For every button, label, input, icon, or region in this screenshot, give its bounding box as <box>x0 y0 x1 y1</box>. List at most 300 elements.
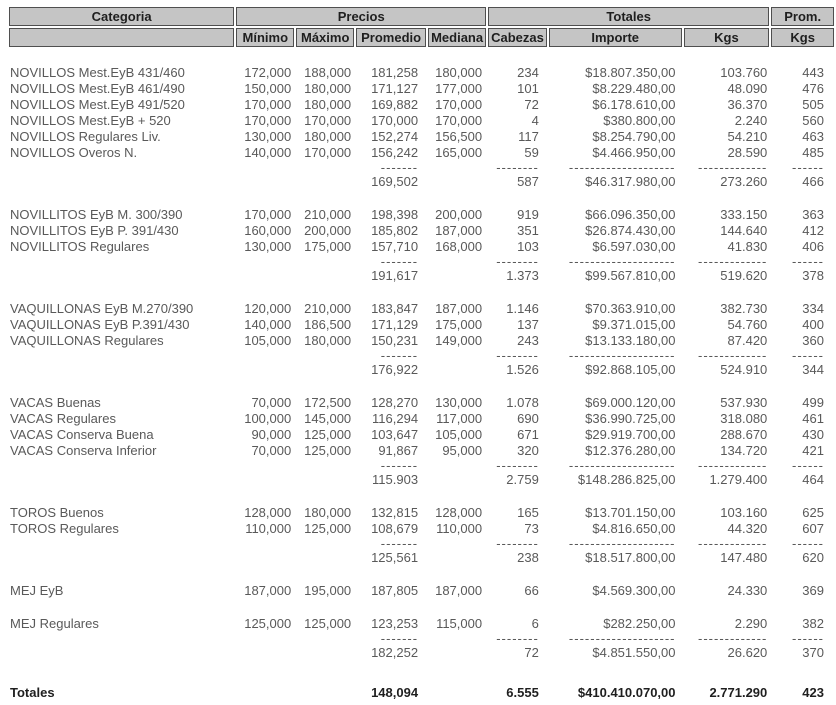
table-row-cell-cabezas: 351 <box>517 224 539 238</box>
table-row-cell-categoria: NOVILLOS Mest.EyB + 520 <box>10 114 171 128</box>
table-row-cell-categoria: NOVILLITOS EyB M. 300/390 <box>10 208 183 222</box>
subtotal-row-cell-categoria <box>9 551 234 565</box>
separator-row-cell-prom-kgs: ------ <box>792 633 824 644</box>
header-group-row <box>9 7 834 26</box>
table-row-cell-cabezas: 671 <box>517 428 539 442</box>
table-row-cell-kgs: 48.090 <box>727 82 768 96</box>
subtotal-row-cell-promedio: 115.903 <box>372 473 419 487</box>
table-row-cell-mediana: 177,000 <box>435 82 483 96</box>
table-row-cell-mediana: 200,000 <box>435 208 483 222</box>
table-row <box>9 522 834 536</box>
subtotal-row-cell-importe: $46.317.980,00 <box>585 175 676 189</box>
table-row-cell-importe: $4.816.650,00 <box>592 522 676 536</box>
table-row <box>9 208 834 222</box>
subtotal-row-cell-importe: $99.567.810,00 <box>585 269 676 283</box>
table-row-cell-minimo: 125,000 <box>244 617 292 631</box>
separator-row-cell-mediana <box>428 633 486 644</box>
table-row-cell-prom-kgs: 369 <box>802 584 824 598</box>
table-row-cell-kgs: 54.210 <box>727 130 768 144</box>
table-row-cell-minimo: 172,000 <box>244 66 292 80</box>
table-row-cell-importe: $8.229.480,00 <box>592 82 676 96</box>
table-row-cell-cabezas: 234 <box>517 66 539 80</box>
subtotal-row <box>9 175 834 189</box>
table-row <box>9 130 834 144</box>
table-row-cell-cabezas: 103 <box>517 240 539 254</box>
subtotal-row-cell-maximo <box>296 269 354 283</box>
separator-row-cell-minimo <box>236 538 294 549</box>
header-promedio: Promedio <box>356 28 426 47</box>
subtotal-row-cell-kgs: 273.260 <box>720 175 768 189</box>
subtotal-row-cell-kgs: 519.620 <box>720 269 768 283</box>
subtotal-row-cell-mediana <box>428 473 486 487</box>
table-row <box>9 240 834 254</box>
subtotal-row-cell-kgs: 147.480 <box>720 551 768 565</box>
subtotal-row-cell-maximo <box>296 175 354 189</box>
table-row-cell-mediana: 180,000 <box>435 66 483 80</box>
table-header <box>9 7 834 47</box>
table-row-cell-categoria: NOVILLOS Mest.EyB 431/460 <box>10 66 185 80</box>
table-row-cell-cabezas: 66 <box>524 584 539 598</box>
table-row-cell-prom-kgs: 400 <box>802 318 824 332</box>
table-row-cell-minimo: 120,000 <box>244 302 292 316</box>
header-cabezas: Cabezas <box>488 28 547 47</box>
table-row-cell-maximo: 195,000 <box>304 584 352 598</box>
separator-row-cell-cabezas: -------- <box>496 256 539 267</box>
subtotal-row-cell-maximo <box>296 646 354 660</box>
subtotal-row-cell-mediana <box>428 269 486 283</box>
table-row-cell-kgs: 2.240 <box>734 114 768 128</box>
separator-row-cell-kgs: ------------- <box>698 460 768 471</box>
table-row-cell-minimo: 170,000 <box>244 98 292 112</box>
table-row-cell-cabezas: 117 <box>518 130 539 144</box>
spacer-row <box>9 379 834 394</box>
table-row-cell-maximo: 180,000 <box>304 98 352 112</box>
table-row-cell-cabezas: 165 <box>517 506 539 520</box>
table-row-cell-maximo: 172,500 <box>304 396 352 410</box>
table-row-cell-prom-kgs: 505 <box>802 98 824 112</box>
subtotal-row-cell-prom-kgs: 464 <box>802 473 824 487</box>
table-row-cell-promedio: 169,882 <box>371 98 419 112</box>
table-row-cell-prom-kgs: 412 <box>802 224 824 238</box>
separator-row-cell-minimo <box>236 460 294 471</box>
table-row-cell-mediana: 175,000 <box>435 318 483 332</box>
subtotal-row-cell-kgs: 1.279.400 <box>709 473 768 487</box>
subtotal-row <box>9 646 834 660</box>
table-row-cell-kgs: 2.290 <box>734 617 768 631</box>
separator-row-cell-promedio: ------- <box>380 162 419 173</box>
table-row-cell-promedio: 152,274 <box>371 130 419 144</box>
table-row-cell-prom-kgs: 382 <box>802 617 824 631</box>
table-row-cell-cabezas: 137 <box>517 318 539 332</box>
table-row-cell-mediana: 117,000 <box>436 412 483 426</box>
table-row-cell-cabezas: 6 <box>531 617 539 631</box>
totals-row-cell-promedio: 148,094 <box>371 686 419 700</box>
table-row-cell-minimo: 130,000 <box>244 240 292 254</box>
separator-row-cell-kgs: ------------- <box>698 256 768 267</box>
separator-row <box>9 538 834 549</box>
subtotal-row-cell-minimo <box>236 551 294 565</box>
table-row-cell-mediana: 187,000 <box>435 224 483 238</box>
subtotal-row-cell-categoria <box>9 473 234 487</box>
subtotal-row-cell-categoria <box>9 646 234 660</box>
separator-row-cell-mediana <box>428 162 486 173</box>
table-row-cell-cabezas: 73 <box>524 522 539 536</box>
subtotal-row-cell-prom-kgs: 466 <box>802 175 824 189</box>
table-row-cell-categoria: MEJ EyB <box>10 584 64 598</box>
table-row-cell-categoria: NOVILLOS Mest.EyB 461/490 <box>10 82 185 96</box>
table-row <box>9 318 834 332</box>
table-row-cell-cabezas: 4 <box>531 114 539 128</box>
table-row-cell-kgs: 134.720 <box>720 444 768 458</box>
table-row-cell-minimo: 70,000 <box>251 396 292 410</box>
table-row-cell-promedio: 116,294 <box>372 412 419 426</box>
table-row-cell-kgs: 36.370 <box>727 98 768 112</box>
table-row <box>9 114 834 128</box>
subtotal-row-cell-prom-kgs: 378 <box>802 269 824 283</box>
table-row <box>9 428 834 442</box>
subtotal-row <box>9 551 834 565</box>
subtotal-row-cell-minimo <box>236 646 294 660</box>
table-row-cell-minimo: 90,000 <box>251 428 292 442</box>
separator-row-cell-maximo <box>296 460 354 471</box>
table-row-cell-maximo: 180,000 <box>304 82 352 96</box>
table-row <box>9 584 834 598</box>
separator-row <box>9 256 834 267</box>
separator-row-cell-maximo <box>296 350 354 361</box>
table-row-cell-minimo: 130,000 <box>244 130 292 144</box>
separator-row-cell-categoria <box>9 256 234 267</box>
separator-row-cell-minimo <box>236 350 294 361</box>
spacer-row <box>9 600 834 615</box>
subtotal-row <box>9 269 834 283</box>
separator-row-cell-cabezas: -------- <box>496 460 539 471</box>
separator-row-cell-minimo <box>236 162 294 173</box>
table-row-cell-minimo: 140,000 <box>244 318 292 332</box>
table-row-cell-minimo: 70,000 <box>251 444 292 458</box>
separator-row-cell-maximo <box>296 538 354 549</box>
table-row-cell-maximo: 125,000 <box>304 522 352 536</box>
table-row <box>9 444 834 458</box>
table-row-cell-importe: $12.376.280,00 <box>585 444 676 458</box>
table-row-cell-minimo: 187,000 <box>244 584 292 598</box>
subtotal-row-cell-promedio: 182,252 <box>371 646 419 660</box>
table-body <box>9 49 834 700</box>
table-row-cell-prom-kgs: 607 <box>802 522 824 536</box>
table-row-cell-maximo: 180,000 <box>304 506 352 520</box>
table-row-cell-maximo: 186,500 <box>304 318 352 332</box>
table-row-cell-prom-kgs: 421 <box>802 444 824 458</box>
separator-row-cell-categoria <box>9 633 234 644</box>
table-row-cell-promedio: 91,867 <box>378 444 419 458</box>
subtotal-row-cell-categoria <box>9 269 234 283</box>
table-row-cell-maximo: 125,000 <box>304 444 352 458</box>
table-row-cell-promedio: 171,127 <box>371 82 419 96</box>
totals-row-cell-mediana <box>428 686 486 700</box>
table-row-cell-importe: $6.597.030,00 <box>592 240 676 254</box>
table-row-cell-prom-kgs: 360 <box>802 334 824 348</box>
table-row-cell-cabezas: 320 <box>517 444 539 458</box>
spacer-row <box>9 662 834 684</box>
table-row-cell-minimo: 170,000 <box>244 114 292 128</box>
separator-row-cell-kgs: ------------- <box>698 633 768 644</box>
subtotal-row-cell-categoria <box>9 363 234 377</box>
separator-row-cell-maximo <box>296 162 354 173</box>
subtotal-row-cell-cabezas: 72 <box>524 646 539 660</box>
subtotal-row-cell-kgs: 26.620 <box>727 646 768 660</box>
separator-row-cell-promedio: ------- <box>380 460 419 471</box>
table-row <box>9 98 834 112</box>
subtotal-row-cell-minimo <box>236 269 294 283</box>
table-row-cell-kgs: 103.160 <box>720 506 768 520</box>
table-row-cell-mediana: 95,000 <box>442 444 483 458</box>
table-row-cell-importe: $380.800,00 <box>603 114 676 128</box>
table-row-cell-mediana: 168,000 <box>435 240 483 254</box>
separator-row-cell-importe: -------------------- <box>568 633 676 644</box>
subtotal-row-cell-importe: $18.517.800,00 <box>585 551 676 565</box>
separator-row-cell-importe: -------------------- <box>568 460 676 471</box>
separator-row <box>9 350 834 361</box>
subtotal-row-cell-importe: $4.851.550,00 <box>592 646 676 660</box>
table-row-cell-kgs: 333.150 <box>720 208 768 222</box>
table-row-cell-minimo: 160,000 <box>244 224 292 238</box>
table-row-cell-kgs: 54.760 <box>727 318 768 332</box>
table-row-cell-importe: $4.569.300,00 <box>592 584 676 598</box>
header-kgs: Kgs <box>684 28 770 47</box>
header-maximo: Máximo <box>296 28 354 47</box>
separator-row-cell-minimo <box>236 633 294 644</box>
table-row <box>9 146 834 160</box>
subtotal-row-cell-cabezas: 1.373 <box>506 269 539 283</box>
table-row-cell-importe: $18.807.350,00 <box>585 66 676 80</box>
table-row-cell-minimo: 110,000 <box>245 522 292 536</box>
header-prom-group: Prom. <box>771 7 834 26</box>
table-row-cell-categoria: VACAS Buenas <box>10 396 101 410</box>
table-row-cell-prom-kgs: 485 <box>802 146 824 160</box>
table-row-cell-importe: $29.919.700,00 <box>585 428 676 442</box>
table-row-cell-cabezas: 690 <box>517 412 539 426</box>
table-row-cell-mediana: 149,000 <box>435 334 483 348</box>
table-row-cell-maximo: 170,000 <box>304 114 352 128</box>
subtotal-row <box>9 473 834 487</box>
totals-row-cell-importe: $410.410.070,00 <box>577 686 676 700</box>
subtotal-row-cell-minimo <box>236 175 294 189</box>
table-row-cell-categoria: TOROS Regulares <box>10 522 119 536</box>
table-row-cell-mediana: 170,000 <box>435 98 483 112</box>
separator-row-cell-promedio: ------- <box>380 350 419 361</box>
table-row-cell-cabezas: 919 <box>517 208 539 222</box>
table-row-cell-kgs: 24.330 <box>727 584 768 598</box>
table-row-cell-promedio: 128,270 <box>371 396 419 410</box>
spacer-row <box>9 567 834 582</box>
table-row-cell-promedio: 150,231 <box>371 334 419 348</box>
table-row <box>9 396 834 410</box>
table-row-cell-mediana: 156,500 <box>435 130 483 144</box>
totals-row-cell-prom-kgs: 423 <box>802 686 824 700</box>
separator-row-cell-prom-kgs: ------ <box>792 460 824 471</box>
separator-row <box>9 460 834 471</box>
price-report-table <box>7 5 836 702</box>
separator-row-cell-cabezas: -------- <box>496 350 539 361</box>
table-row-cell-prom-kgs: 560 <box>802 114 824 128</box>
separator-row-cell-cabezas: -------- <box>496 633 539 644</box>
table-row-cell-promedio: 183,847 <box>371 302 419 316</box>
table-row-cell-maximo: 145,000 <box>304 412 352 426</box>
table-row-cell-mediana: 170,000 <box>435 114 483 128</box>
subtotal-row-cell-prom-kgs: 620 <box>802 551 824 565</box>
table-row-cell-maximo: 175,000 <box>304 240 352 254</box>
table-row-cell-minimo: 150,000 <box>244 82 292 96</box>
table-row <box>9 302 834 316</box>
spacer-row <box>9 191 834 206</box>
separator-row-cell-mediana <box>428 350 486 361</box>
table-row-cell-cabezas: 59 <box>524 146 539 160</box>
subtotal-row-cell-promedio: 125,561 <box>371 551 419 565</box>
separator-row-cell-prom-kgs: ------ <box>792 350 824 361</box>
subtotal-row-cell-promedio: 176,922 <box>371 363 419 377</box>
table-row-cell-importe: $70.363.910,00 <box>585 302 676 316</box>
table-row-cell-categoria: VAQUILLONAS EyB M.270/390 <box>10 302 194 316</box>
table-row <box>9 617 834 631</box>
header-importe: Importe <box>549 28 682 47</box>
subtotal-row <box>9 363 834 377</box>
separator-row-cell-cabezas: -------- <box>496 162 539 173</box>
spacer-row <box>9 285 834 300</box>
table-row-cell-minimo: 105,000 <box>244 334 292 348</box>
separator-row-cell-mediana <box>428 460 486 471</box>
subtotal-row-cell-maximo <box>296 473 354 487</box>
table-row-cell-promedio: 185,802 <box>371 224 419 238</box>
table-row-cell-kgs: 537.930 <box>720 396 768 410</box>
table-row-cell-prom-kgs: 334 <box>802 302 824 316</box>
subtotal-row-cell-maximo <box>296 363 354 377</box>
table-row-cell-mediana: 130,000 <box>435 396 483 410</box>
subtotal-row-cell-prom-kgs: 370 <box>802 646 824 660</box>
table-row-cell-categoria: NOVILLITOS EyB P. 391/430 <box>10 224 179 238</box>
table-row-cell-prom-kgs: 461 <box>802 412 824 426</box>
table-row-cell-categoria: NOVILLOS Regulares Liv. <box>10 130 161 144</box>
table-row-cell-promedio: 198,398 <box>371 208 419 222</box>
table-row <box>9 334 834 348</box>
subtotal-row-cell-promedio: 169,502 <box>371 175 419 189</box>
header-mediana: Mediana <box>428 28 486 47</box>
table-row-cell-promedio: 123,253 <box>371 617 419 631</box>
table-row-cell-importe: $69.000.120,00 <box>585 396 676 410</box>
table-row-cell-maximo: 188,000 <box>304 66 352 80</box>
header-totales-group: Totales <box>488 7 769 26</box>
subtotal-row-cell-cabezas: 1.526 <box>506 363 539 377</box>
table-row-cell-promedio: 103,647 <box>371 428 419 442</box>
table-row-cell-kgs: 87.420 <box>727 334 768 348</box>
table-row-cell-prom-kgs: 463 <box>802 130 824 144</box>
separator-row-cell-prom-kgs: ------ <box>792 162 824 173</box>
table-row-cell-importe: $13.701.150,00 <box>585 506 676 520</box>
separator-row-cell-importe: -------------------- <box>568 162 676 173</box>
subtotal-row-cell-promedio: 191,617 <box>371 269 419 283</box>
separator-row-cell-minimo <box>236 256 294 267</box>
table-row-cell-kgs: 318.080 <box>720 412 768 426</box>
separator-row-cell-categoria <box>9 538 234 549</box>
table-row-cell-promedio: 108,679 <box>371 522 419 536</box>
separator-row-cell-promedio: ------- <box>380 633 419 644</box>
table-row-cell-importe: $282.250,00 <box>603 617 676 631</box>
totals-row-cell-minimo <box>236 686 294 700</box>
table-row-cell-prom-kgs: 443 <box>802 66 824 80</box>
table-row-cell-maximo: 200,000 <box>304 224 352 238</box>
table-row-cell-kgs: 28.590 <box>727 146 768 160</box>
table-row-cell-cabezas: 72 <box>524 98 539 112</box>
separator-row-cell-categoria <box>9 350 234 361</box>
separator-row <box>9 162 834 173</box>
totals-row <box>9 686 834 700</box>
subtotal-row-cell-mediana <box>428 646 486 660</box>
subtotal-row-cell-importe: $148.286.825,00 <box>577 473 676 487</box>
header-minimo: Mínimo <box>236 28 294 47</box>
table-row <box>9 412 834 426</box>
subtotal-row-cell-cabezas: 2.759 <box>506 473 539 487</box>
subtotal-row-cell-minimo <box>236 363 294 377</box>
table-row-cell-promedio: 170,000 <box>371 114 419 128</box>
table-row-cell-prom-kgs: 406 <box>802 240 824 254</box>
table-row-cell-mediana: 187,000 <box>435 302 483 316</box>
totals-row-cell-kgs: 2.771.290 <box>709 686 768 700</box>
separator-row-cell-categoria <box>9 162 234 173</box>
subtotal-row-cell-mediana <box>428 551 486 565</box>
table-row-cell-maximo: 210,000 <box>304 302 352 316</box>
subtotal-row-cell-kgs: 524.910 <box>720 363 768 377</box>
table-row-cell-mediana: 115,000 <box>436 617 483 631</box>
table-row-cell-maximo: 125,000 <box>304 428 352 442</box>
totals-row-cell-categoria: Totales <box>10 686 55 700</box>
table-row-cell-mediana: 187,000 <box>435 584 483 598</box>
table-row-cell-categoria: VAQUILLONAS EyB P.391/430 <box>10 318 190 332</box>
subtotal-row-cell-mediana <box>428 175 486 189</box>
table-row-cell-importe: $26.874.430,00 <box>585 224 676 238</box>
table-row <box>9 82 834 96</box>
separator-row-cell-maximo <box>296 256 354 267</box>
spacer-row <box>9 489 834 504</box>
table-row-cell-maximo: 180,000 <box>304 334 352 348</box>
table-row-cell-importe: $66.096.350,00 <box>585 208 676 222</box>
table-row-cell-categoria: NOVILLOS Mest.EyB 491/520 <box>10 98 185 112</box>
separator-row-cell-kgs: ------------- <box>698 162 768 173</box>
table-row-cell-cabezas: 101 <box>517 82 539 96</box>
subtotal-row-cell-prom-kgs: 344 <box>802 363 824 377</box>
table-row-cell-mediana: 165,000 <box>435 146 483 160</box>
table-row-cell-cabezas: 1.146 <box>506 302 539 316</box>
table-row-cell-kgs: 288.670 <box>720 428 768 442</box>
table-row-cell-promedio: 171,129 <box>371 318 419 332</box>
separator-row-cell-mediana <box>428 538 486 549</box>
table-row-cell-kgs: 103.760 <box>720 66 768 80</box>
table-row-cell-importe: $36.990.725,00 <box>585 412 676 426</box>
table-row-cell-mediana: 128,000 <box>435 506 483 520</box>
table-row-cell-importe: $8.254.790,00 <box>592 130 676 144</box>
table-row-cell-maximo: 210,000 <box>304 208 352 222</box>
table-row-cell-importe: $13.133.180,00 <box>585 334 676 348</box>
separator-row-cell-promedio: ------- <box>380 538 419 549</box>
table-row-cell-maximo: 180,000 <box>304 130 352 144</box>
table-row-cell-prom-kgs: 625 <box>802 506 824 520</box>
table-row-cell-mediana: 110,000 <box>436 522 483 536</box>
table-row-cell-categoria: MEJ Regulares <box>10 617 99 631</box>
separator-row-cell-kgs: ------------- <box>698 350 768 361</box>
table-row-cell-prom-kgs: 499 <box>802 396 824 410</box>
table-row-cell-kgs: 144.640 <box>720 224 768 238</box>
separator-row-cell-kgs: ------------- <box>698 538 768 549</box>
table-row <box>9 66 834 80</box>
table-row-cell-prom-kgs: 430 <box>802 428 824 442</box>
subtotal-row-cell-cabezas: 238 <box>517 551 539 565</box>
